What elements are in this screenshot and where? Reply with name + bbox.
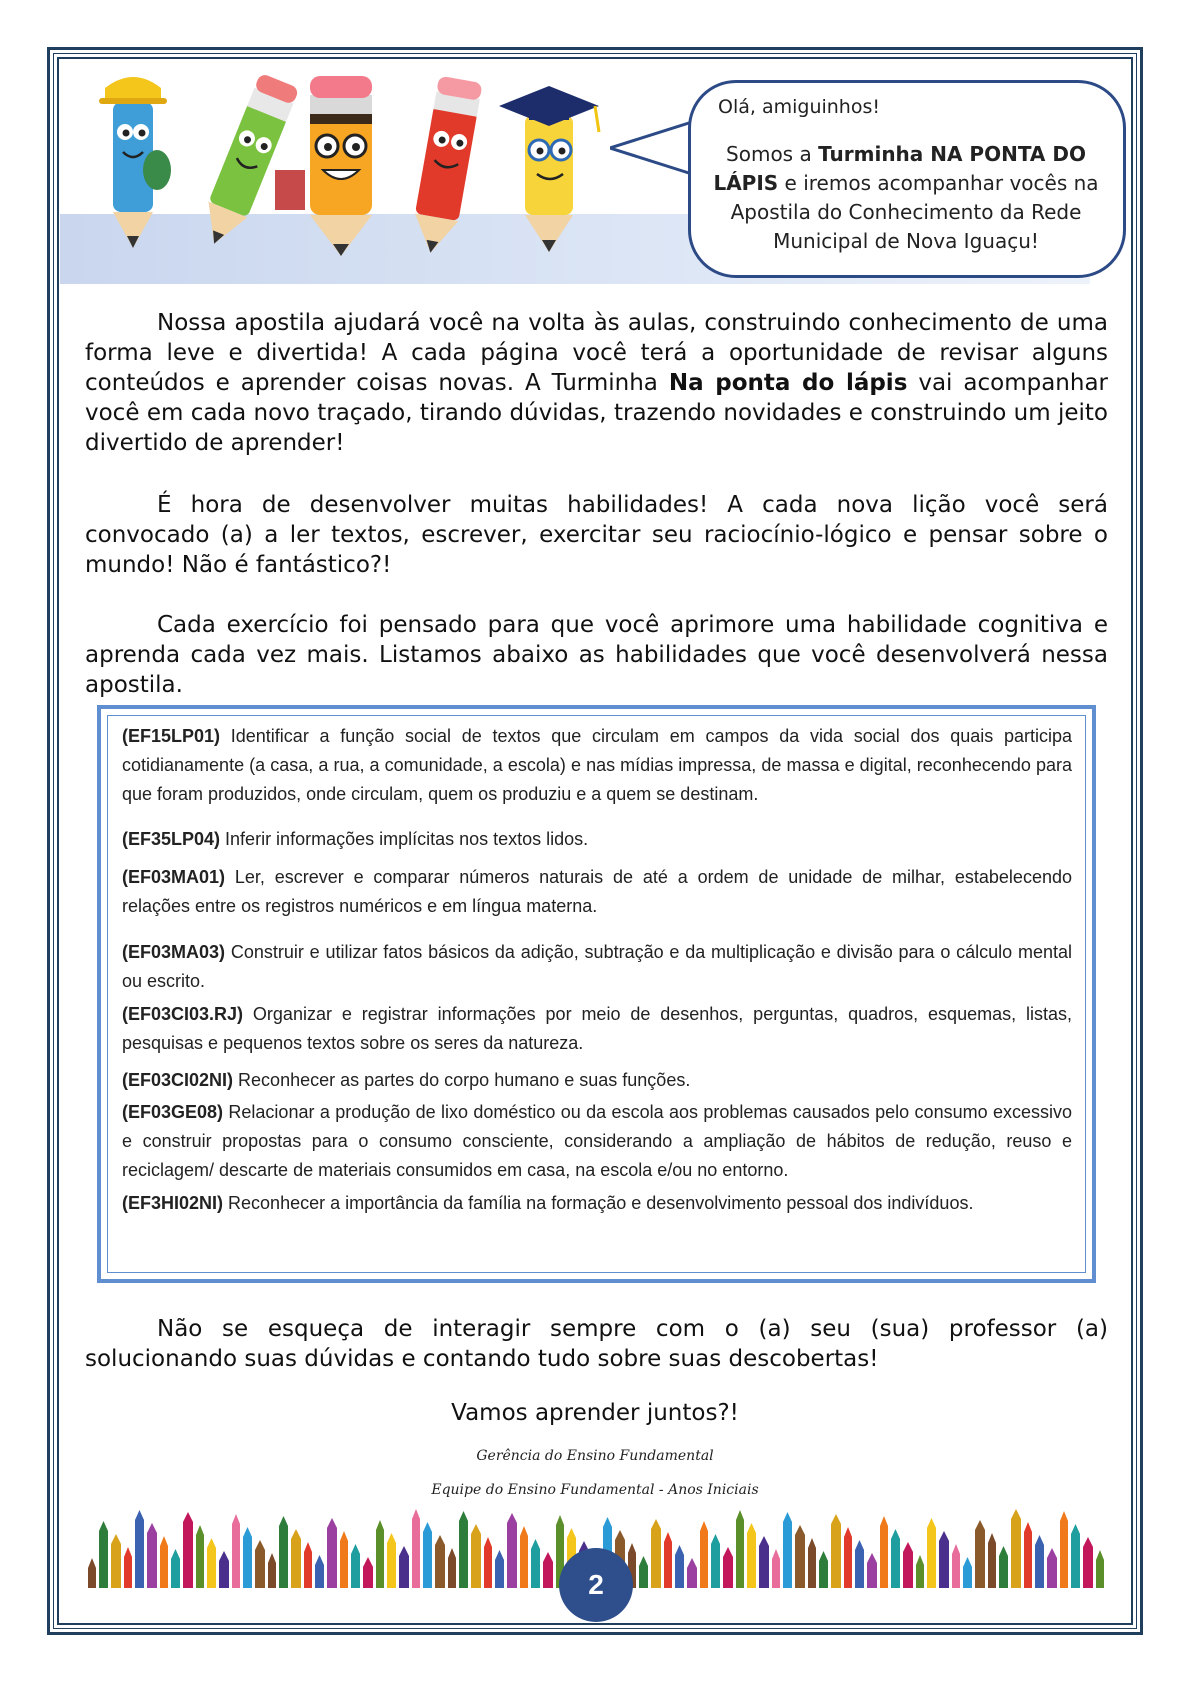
intro-paragraph-2: É hora de desenvolver muitas habilidades! A cada nova lição você será convocado (a) a ler textos, escrever, exercitar seu raciocínio-lógico e pensar sobre o mundo! Não é fantástico?! — [85, 492, 1108, 578]
pencil-stick-icon — [736, 1510, 744, 1588]
pencil-stick-icon — [376, 1520, 384, 1588]
pencil-stick-icon — [543, 1552, 553, 1588]
intro-paragraph-1: Nossa apostila ajudará você na volta às aulas, construindo conhecimento de uma forma leve e divertida! A cada página você terá a oportunidade de revisar alguns conteúdos e aprender coisas novas. A Turminha Na ponta do lápis vai acompanhar você em cada novo traçado, tirando dúvidas, trazendo novidades e construindo um jeito divertido de aprender! — [85, 310, 1108, 456]
red-pencil-mascot-icon — [409, 76, 483, 257]
pencil-stick-icon — [939, 1531, 949, 1588]
skill-item: (EF03GE08) Relacionar a produção de lixo doméstico ou da escola aos problemas causados pelo consumo excessivo e construir propostas para o consumo consciente, considerando a ampliação de hábitos de redução, reuso e reciclagem/ descarte de materiais consumidos em casa, na escola e/ou no entorno. — [122, 1102, 1072, 1180]
skill-item: (EF03MA01) Ler, escrever e comparar números naturais de até a ordem de unidade de milhar, estabelecendo relações entre os registros numéricos e em língua materna. — [122, 867, 1072, 916]
pencil-stick-icon — [711, 1534, 720, 1588]
pencil-stick-icon — [927, 1518, 936, 1588]
pencil-stick-icon — [783, 1512, 792, 1588]
pencil-stick-icon — [855, 1540, 864, 1588]
closing-paragraph: Não se esqueça de interagir sempre com o (a) seu (sua) professor (a) solucionando suas dúvidas e contando tudo sobre suas descobertas! — [85, 1316, 1108, 1372]
pencil-stick-icon — [772, 1549, 780, 1588]
pencil-stick-icon — [363, 1557, 373, 1588]
pencil-stick-icon — [952, 1544, 960, 1588]
pencil-mascots-illustration — [95, 70, 655, 260]
pencil-stick-icon — [435, 1535, 445, 1588]
pencil-stick-icon — [111, 1534, 121, 1588]
pencil-stick-icon — [723, 1547, 733, 1588]
pencil-stick-icon — [219, 1551, 229, 1588]
pencil-stick-icon — [795, 1525, 805, 1588]
pencil-stick-icon — [207, 1538, 216, 1588]
pencil-stick-icon — [819, 1551, 828, 1588]
pencil-stick-icon — [495, 1550, 504, 1588]
yellow-pencil-graduate-mascot-icon — [499, 86, 599, 252]
pencil-stick-icon — [399, 1546, 409, 1588]
skill-item: (EF15LP01) Identificar a função social de textos que circulam em campos da vida social dos quais participa cotidianamente (a casa, a rua, a comunidade, a escola) e nas mídias impressa, de massa e digital, reconhecendo para que foram produzidos, onde circulam, quem os produziu e a quem se destinam. — [122, 726, 1072, 804]
bubble-team-name: Turminha NA PONTA DO LÁPIS — [713, 142, 1086, 195]
pencil-stick-icon — [1096, 1550, 1104, 1588]
pencil-stick-icon — [639, 1556, 648, 1588]
pencil-stick-icon — [340, 1531, 348, 1588]
pencil-stick-icon — [135, 1510, 144, 1588]
pencil-stick-icon — [675, 1545, 684, 1588]
green-pencil-mascot-icon — [195, 73, 300, 252]
pencil-stick-icon — [1060, 1511, 1068, 1588]
pencil-stick-icon — [916, 1555, 924, 1588]
pencil-stick-icon — [999, 1546, 1008, 1588]
pencil-stick-icon — [891, 1529, 900, 1588]
pencil-stick-icon — [844, 1527, 852, 1588]
pencil-stick-icon — [687, 1558, 697, 1588]
skill-item: (EF03MA03) Construir e utilizar fatos básicos da adição, subtração e da multiplicação e divisão para o cálculo mental ou escrito. — [122, 942, 1072, 991]
credit-management: Gerência do Ensino Fundamental — [476, 1448, 714, 1464]
pencil-stick-icon — [1035, 1535, 1044, 1588]
pencil-stick-icon — [759, 1536, 769, 1588]
pencil-stick-icon — [484, 1537, 492, 1588]
pencil-stick-icon — [304, 1542, 312, 1588]
bubble-message: Somos a Turminha NA PONTA DO LÁPIS e iremos acompanhar vocês na Apostila do Conhecimento da Rede Municipal de Nova Iguaçu! — [713, 142, 1099, 253]
pencil-stick-icon — [471, 1524, 481, 1588]
pencil-stick-icon — [351, 1544, 360, 1588]
pencil-stick-icon — [700, 1521, 708, 1588]
pencil-stick-icon — [99, 1521, 108, 1588]
intro-paragraph-3: Cada exercício foi pensado para que você aprimore uma habilidade cognitiva e aprenda cada vez mais. Listamos abaixo as habilidades que você desenvolverá nessa apostila. — [85, 612, 1108, 698]
pencil-stick-icon — [1011, 1509, 1021, 1588]
pencil-stick-icon — [160, 1536, 168, 1588]
pencil-stick-icon — [988, 1533, 996, 1588]
pencil-stick-icon — [243, 1527, 252, 1588]
pencil-stick-icon — [423, 1522, 432, 1588]
pencil-stick-icon — [903, 1542, 913, 1588]
pencil-stick-icon — [1024, 1522, 1032, 1588]
skill-item: (EF03CI02NI) Reconhecer as partes do corpo humano e suas funções. — [122, 1070, 691, 1090]
pencil-stick-icon — [183, 1512, 193, 1588]
pencil-stick-icon — [975, 1520, 985, 1588]
pencil-stick-icon — [315, 1555, 324, 1588]
pencil-stick-icon — [507, 1513, 517, 1588]
pencil-stick-icon — [1071, 1524, 1080, 1588]
credit-team: Equipe do Ensino Fundamental - Anos Iniciais — [431, 1482, 759, 1498]
pencil-stick-icon — [880, 1516, 888, 1588]
pencil-stick-icon — [279, 1516, 288, 1588]
pencil-stick-icon — [747, 1523, 756, 1588]
pencil-stick-icon — [664, 1532, 672, 1588]
skill-item: (EF35LP04) Inferir informações implícitas nos textos lidos. — [122, 829, 589, 849]
pencil-stick-icon — [651, 1519, 661, 1588]
bubble-greeting: Olá, amiguinhos! — [718, 96, 880, 118]
pencil-stick-icon — [520, 1526, 528, 1588]
pencil-stick-icon — [387, 1533, 396, 1588]
closing-title: Vamos aprender juntos?! — [451, 1400, 739, 1426]
pencil-stick-icon — [1083, 1537, 1093, 1588]
pencil-stick-icon — [867, 1553, 877, 1588]
pencil-stick-icon — [531, 1539, 540, 1588]
pencil-stick-icon — [147, 1523, 157, 1588]
pencil-stick-icon — [124, 1547, 132, 1588]
pencil-stick-icon — [255, 1540, 265, 1588]
skill-item: (EF03CI03.RJ) Organizar e registrar informações por meio de desenhos, perguntas, quadros, esquemas, listas, pesquisas e pequenos textos sobre os seres da natureza. — [122, 1004, 1072, 1053]
pencil-stick-icon — [88, 1558, 96, 1588]
pencil-stick-icon — [232, 1514, 240, 1588]
pencil-stick-icon — [171, 1549, 180, 1588]
pencil-stick-icon — [196, 1525, 204, 1588]
page-number-badge: 2 — [559, 1548, 633, 1622]
pencil-stick-icon — [268, 1553, 276, 1588]
pencil-stick-icon — [459, 1511, 468, 1588]
pencil-stick-icon — [1047, 1548, 1057, 1588]
pencil-stick-icon — [448, 1548, 456, 1588]
skill-item: (EF3HI02NI) Reconhecer a importância da família na formação e desenvolvimento pessoal dos indivíduos. — [122, 1193, 974, 1213]
pencil-stick-icon — [963, 1557, 972, 1588]
team-name-bold: Na ponta do lápis — [668, 370, 908, 396]
pencil-stick-icon — [291, 1529, 301, 1588]
speech-bubble-tail — [610, 118, 700, 178]
pencil-stick-icon — [412, 1509, 420, 1588]
pencil-stick-icon — [831, 1514, 841, 1588]
pencil-stick-icon — [327, 1518, 337, 1588]
blue-pencil-mascot-icon — [99, 77, 171, 248]
pencil-stick-icon — [808, 1538, 816, 1588]
